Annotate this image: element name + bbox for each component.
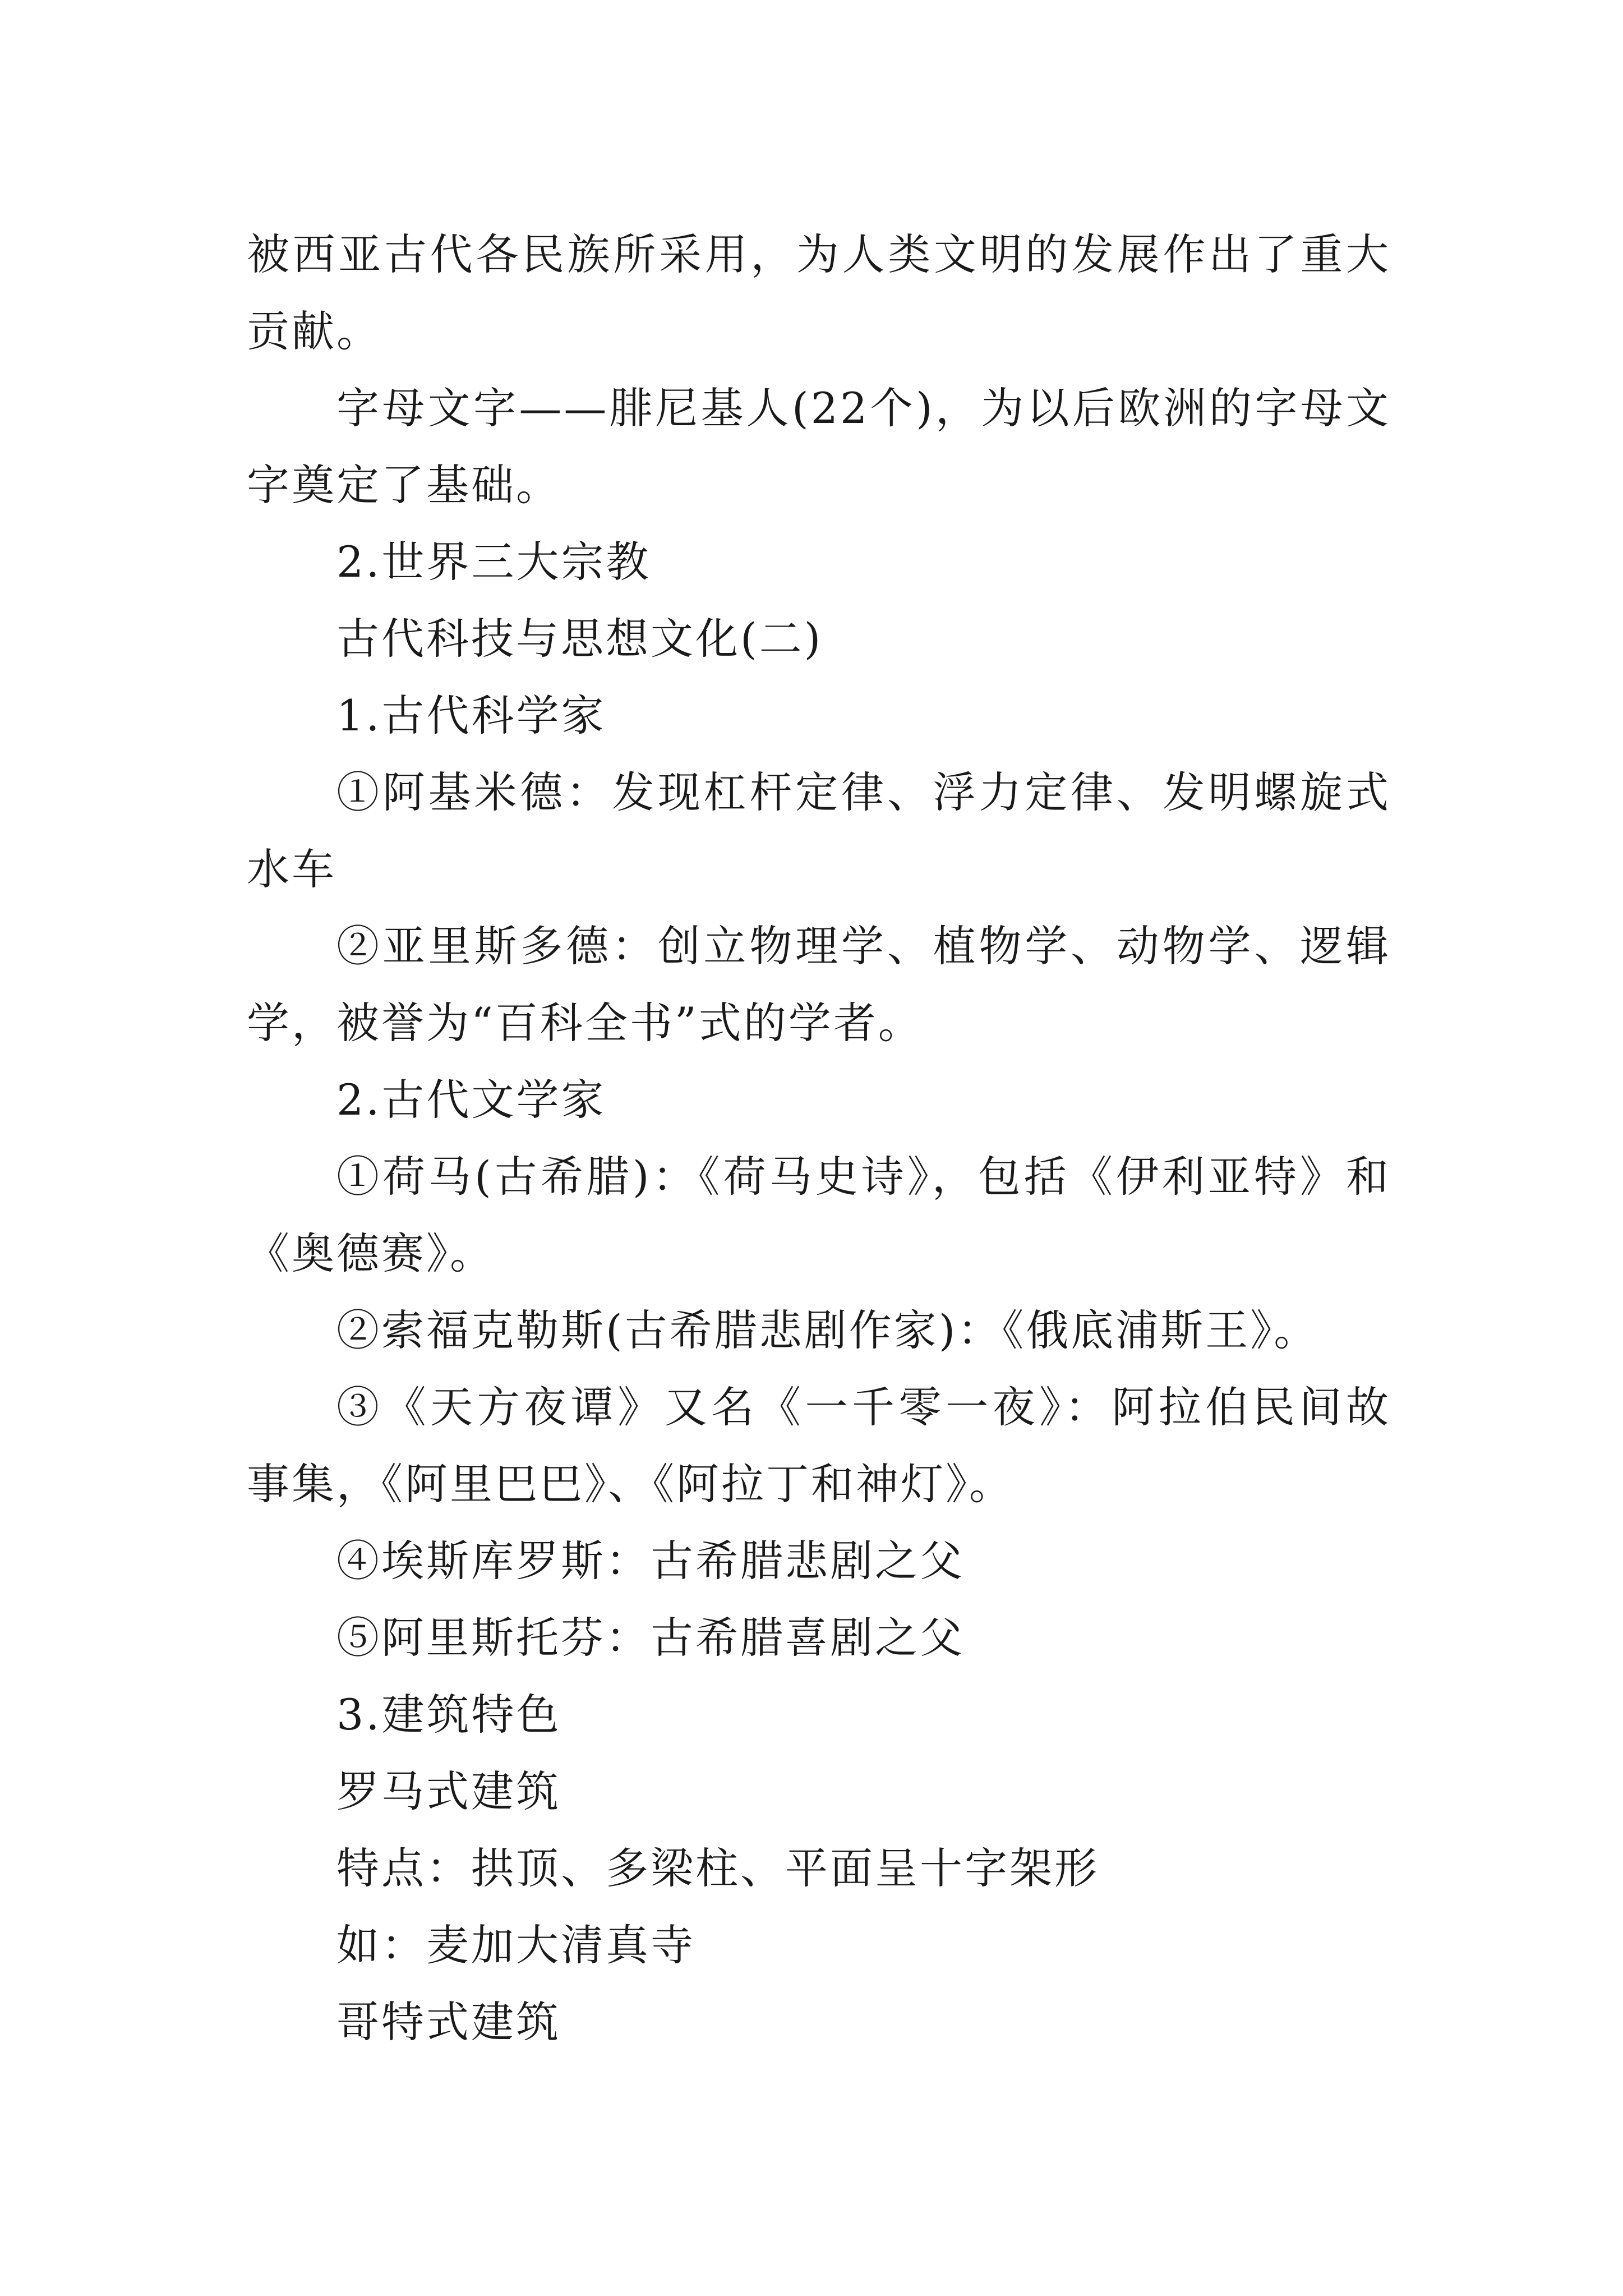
heading-ancient-scientists: 1.古代科学家 (336, 691, 606, 740)
subheading-gothic: 哥特式建筑 (336, 1997, 561, 2047)
list-item-homer: ①荷马(古希腊)：《荷马史诗》，包括《伊利亚特》和《奥德赛》。 (247, 1152, 1391, 1278)
subheading-romanesque: 罗马式建筑 (336, 1766, 561, 1816)
heading-ancient-writers: 2.古代文学家 (336, 1075, 606, 1125)
paragraph-continuation: 被西亚古代各民族所采用，为人类文明的发展作出了重大贡献。 (247, 229, 1391, 356)
paragraph-romanesque-features: 特点：拱顶、多梁柱、平面呈十字架形 (336, 1843, 1099, 1893)
list-item-aeschylus: ④埃斯库罗斯：古希腊悲剧之父 (336, 1536, 965, 1586)
list-item-sophocles: ②索福克勒斯(古希腊悲剧作家)：《俄底浦斯王》。 (336, 1305, 1319, 1355)
paragraph-alphabet-writing: 字母文字——腓尼基人(22个)，为以后欧洲的字母文字奠定了基础。 (247, 383, 1391, 510)
heading-world-religions: 2.世界三大宗教 (336, 537, 651, 587)
heading-architecture: 3.建筑特色 (336, 1690, 561, 1740)
list-item-arabian-nights: ③《天方夜谭》又名《一千零一夜》：阿拉伯民间故事集，《阿里巴巴》、《阿拉丁和神灯》。 (247, 1382, 1391, 1509)
document-body (247, 216, 1391, 2060)
list-item-aristotle: ②亚里斯多德：创立物理学、植物学、动物学、逻辑学，被誉为“百科全书”式的学者。 (247, 921, 1391, 1048)
paragraph-romanesque-example: 如：麦加大清真寺 (336, 1920, 695, 1970)
heading-ancient-science-culture: 古代科技与思想文化(二) (336, 614, 823, 664)
list-item-archimedes: ①阿基米德：发现杠杆定律、浮力定律、发明螺旋式水车 (247, 767, 1391, 894)
list-item-aristophanes: ⑤阿里斯托芬：古希腊喜剧之父 (336, 1613, 965, 1663)
